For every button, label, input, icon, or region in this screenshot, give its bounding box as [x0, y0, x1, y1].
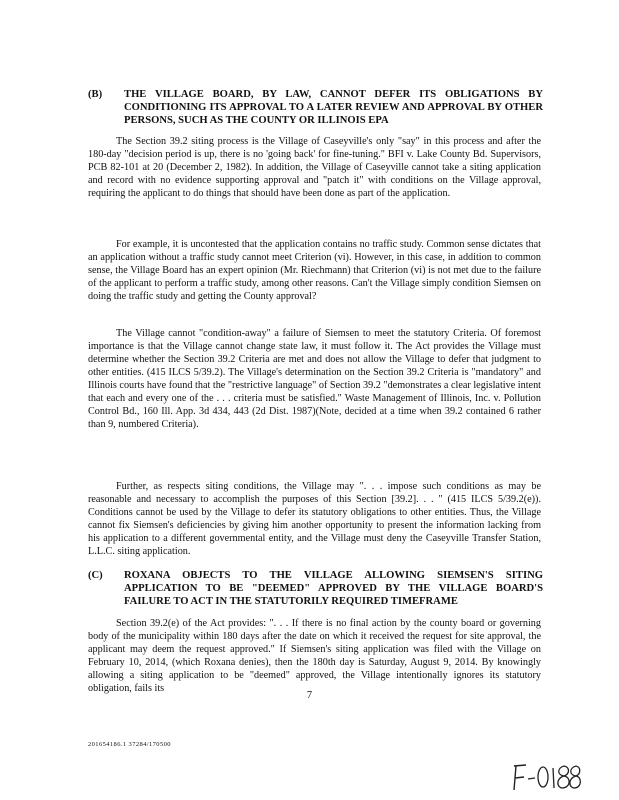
section-c-paragraph-1 [88, 617, 541, 695]
paragraph-text: The Village cannot "condition-away" a failure of Siemsen to meet the statutory Criteria. Of foremost importance is that the Village cannot change state law, it must follow it. The Act provides the Village must determine whether the Section 39.2 Criteria are met and does not allow the Village to defer that judgment to other entities. (415 ILCS 5/39.2). The Village's determination on the Section 39.2 Criteria is "mandatory" and Illinois courts have found that the "restrictive language" of Section 39.2 "demonstrates a clear legislative intent that each and every one of the . . . criteria must be satisfied." Waste Management of Illinois, Inc. v. Pollution Control Bd., 160 Ill. App. 3d 434, 443 (2d Dist. 1987)(Note, decided at a time when 39.2 contained 6 rather than 9, numbered Criteria). [88, 328, 541, 430]
document-id: 201654186.1 37284/170500 [88, 741, 171, 748]
section-b-paragraph-2 [88, 238, 541, 303]
paragraph-text: Further, as respects siting conditions, the Village may ". . . impose such conditions as may be reasonable and necessary to accomplish the purposes of this Section [39.2]. . . " (415 ILCS 5/39.2(e)). Conditions cannot be used by the Village to defer its statutory obligations to other entities. Thus, the Village cannot fix Siemsen's deficiencies by giving him another opportunity to present the information lacking from his application to a different governmental entity, and the Village must deny the Caseyville Transfer Station, L.L.C. siting application. [88, 481, 541, 557]
section-b-paragraph-3 [88, 327, 541, 431]
section-c-heading-text: ROXANA OBJECTS TO THE VILLAGE ALLOWING SIEMSEN'S SITING APPLICATION TO BE "DEEMED" APPROVED BY THE VILLAGE BOARD'S FAILURE TO ACT IN THE STATUTORILY REQUIRED TIMEFRAME [124, 570, 543, 607]
handwritten-exhibit-stamp [510, 760, 582, 794]
section-b-heading-text: THE VILLAGE BOARD, BY LAW, CANNOT DEFER ITS OBLIGATIONS BY CONDITIONING ITS APPROVAL TO A LATER REVIEW AND APPROVAL BY OTHER PERSONS, SUCH AS THE COUNTY OR ILLINOIS EPA [124, 89, 543, 126]
section-b-paragraph-4 [88, 480, 541, 558]
section-c-label: (C) [88, 570, 103, 581]
paragraph-text: For example, it is uncontested that the application contains no traffic study. Common sense dictates that an application without a traffic study cannot meet Criterion (vi). However, in this case, in addition to common sense, the Village Board has an expert opinion (Mr. Riechmann) that Criterion (vi) is not met due to the failure of the applicant to perform a traffic study, among other reasons. Can't the Village simply condition Siemsen on doing the traffic study and getting the County approval? [88, 239, 541, 302]
paragraph-text: Section 39.2(e) of the Act provides: ". . . If there is no final action by the county board or governing body of the municipality within 180 days after the date on which it received the request for site approval, the applicant may deem the request approved." If Siemsen's siting application was filed with the Village on February 10, 2014, (which Roxana denies), then the 180th day is Saturday, August 9, 2014. By knowingly allowing a siting application to be "deemed" approved, the Village intentionally ignores its statutory obligation, fails its [88, 618, 541, 694]
section-b-label: (B) [88, 89, 103, 100]
page-number: 7 [306, 690, 313, 701]
paragraph-text: The Section 39.2 siting process is the Village of Caseyville's only "say" in this process and after the 180-day "decision period is up, there is no 'going back' for fine-tuning." BFI v. Lake County Bd. Supervisors, PCB 82-101 at 20 (December 2, 1982). In addition, the Village of Caseyville cannot take a siting application and record with no evidence supporting approval and "patch it" with conditions on the Village approval, requiring the applicant to do things that should have been done as part of the application. [88, 136, 541, 199]
section-b-paragraph-1 [88, 135, 541, 200]
